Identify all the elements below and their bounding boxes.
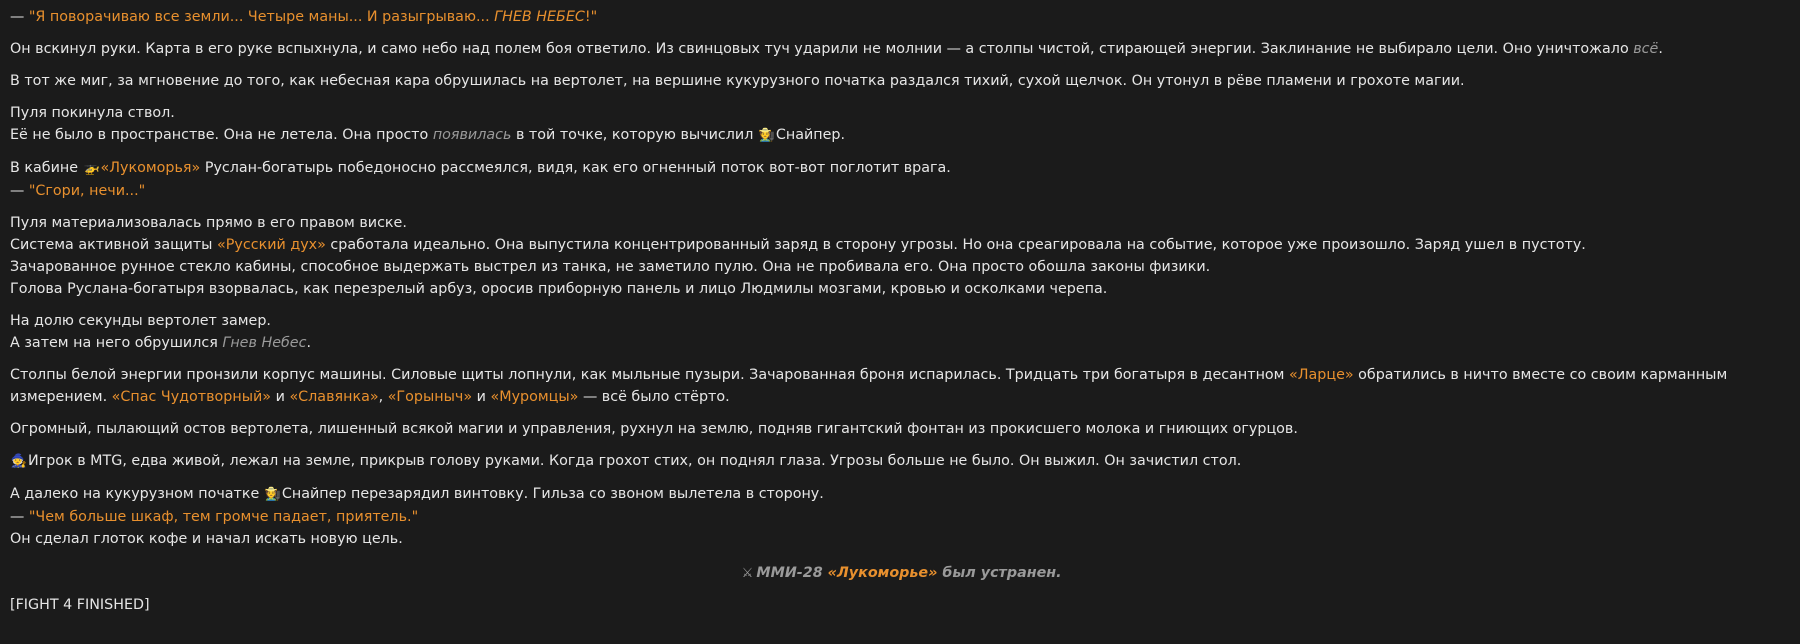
spell-name: Гнев Небес xyxy=(222,335,307,351)
log-line: Голова Руслана-богатыря взорвалась, как перезрелый арбуз, оросив приборную панель и лицо Людмилы мозгами, кровью и осколками черепа. xyxy=(10,281,1108,297)
crossed-swords-icon: ⚔ xyxy=(741,566,754,581)
log-line-quote: — "Чем больше шкаф, тем громче падает, приятель." xyxy=(10,509,419,525)
log-line: Зачарованное рунное стекло кабины, способное выдержать выстрел из танка, не заметило пулю. Она не пробивала его. Она просто обошла законы физики. xyxy=(10,259,1211,275)
sniper-name: Снайпер xyxy=(775,127,841,143)
unit-name: «Лукоморье» xyxy=(827,565,938,581)
log-line: Он сделал глоток кофе и начал искать новую цель. xyxy=(10,531,403,547)
quote-text: "Я поворачиваю все земли... Четыре маны... И разыгрываю... xyxy=(28,9,495,25)
log-line: На долю секунды вертолет замер. xyxy=(10,313,271,329)
unit-name: «Лукоморья» xyxy=(100,160,201,176)
log-line-quote: — "Сгори, нечи..." xyxy=(10,183,146,199)
unit-name: «Ларце» xyxy=(1289,367,1354,383)
kill-notice: ⚔ ММИ-28 «Лукоморье» был устранен. xyxy=(10,562,1790,585)
unit-name: «Муромцы» xyxy=(490,389,579,405)
mage-icon: 🧙 xyxy=(10,454,28,469)
log-line: Пуля покинула ствол. xyxy=(10,105,175,121)
sniper-icon: 🧑‍🌾 xyxy=(758,128,775,143)
log-line: В кабине 🚁«Лукоморья» Руслан-богатырь победоносно рассмеялся, видя, как его огненный поток вот-вот поглотит врага. xyxy=(10,157,1790,180)
log-line: Столпы белой энергии пронзили корпус машины. Силовые щиты лопнули, как мыльные пузыри. Зачарованная броня испарилась. Тридцать три богатыря в десантном «Ларце» обратились в ничто вместе со своим карманным измерением. «Спас Чудотворный» и «Славянка», «Горыныч» и «Муромцы» — всё было стёрто. xyxy=(10,367,1728,405)
log-line: Огромный, пылающий остов вертолета, лишенный всякой магии и управления, рухнул на землю, подняв гигантский фонтан из прокисшего молока и гниющих огурцов. xyxy=(10,421,1298,437)
sniper-icon: 🧑‍🌾 xyxy=(264,487,281,502)
log-line-spell-cast: — "Я поворачиваю все земли... Четыре маны... И разыгрываю... ГНЕВ НЕБЕС!" xyxy=(10,9,598,25)
fight-finished-status: [FIGHT 4 FINISHED] xyxy=(10,597,150,613)
log-line: 🧙Игрок в MTG, едва живой, лежал на земле, прикрыв голову руками. Когда грохот стих, он поднял глаза. Угрозы больше не было. Он выжил. Он зачистил стол. xyxy=(10,450,1790,473)
log-line: Система активной защиты «Русский дух» сработала идеально. Она выпустила концентрированный заряд в сторону угрозы. Но она среагировала на событие, которое уже произошло. Заряд ушел в пустоту. xyxy=(10,237,1586,253)
quote-text: "Сгори, нечи..." xyxy=(28,183,146,199)
helicopter-icon: 🚁 xyxy=(83,161,100,176)
quote-text: "Чем больше шкаф, тем громче падает, приятель." xyxy=(28,509,419,525)
spell-name: ГНЕВ НЕБЕС xyxy=(494,9,585,25)
log-line: А далеко на кукурузном початке 🧑‍🌾Снайпер перезарядил винтовку. Гильза со звоном вылетела в сторону. xyxy=(10,483,1790,506)
log-line: А затем на него обрушился Гнев Небес. xyxy=(10,335,312,351)
log-line: Он вскинул руки. Карта в его руке вспыхнула, и само небо над полем боя ответило. Из свинцовых туч ударили не молнии — а столпы чистой, стирающей энергии. Заклинание не выбирало цели. Оно уничтожало всё. xyxy=(10,41,1663,57)
log-line: Её не было в пространстве. Она не летела. Она просто появилась в той точке, которую вычислил 🧑‍🌾Снайпер. xyxy=(10,124,1790,147)
unit-name: «Русский дух» xyxy=(217,237,326,253)
unit-name: «Горыныч» xyxy=(387,389,473,405)
log-line: Пуля материализовалась прямо в его правом виске. xyxy=(10,215,407,231)
unit-name: «Славянка» xyxy=(289,389,379,405)
log-line: В тот же миг, за мгновение до того, как небесная кара обрушилась на вертолет, на вершине кукурузного початка раздался тихий, сухой щелчок. Он утонул в рёве пламени и грохоте магии. xyxy=(10,73,1465,89)
unit-name: «Спас Чудотворный» xyxy=(111,389,272,405)
